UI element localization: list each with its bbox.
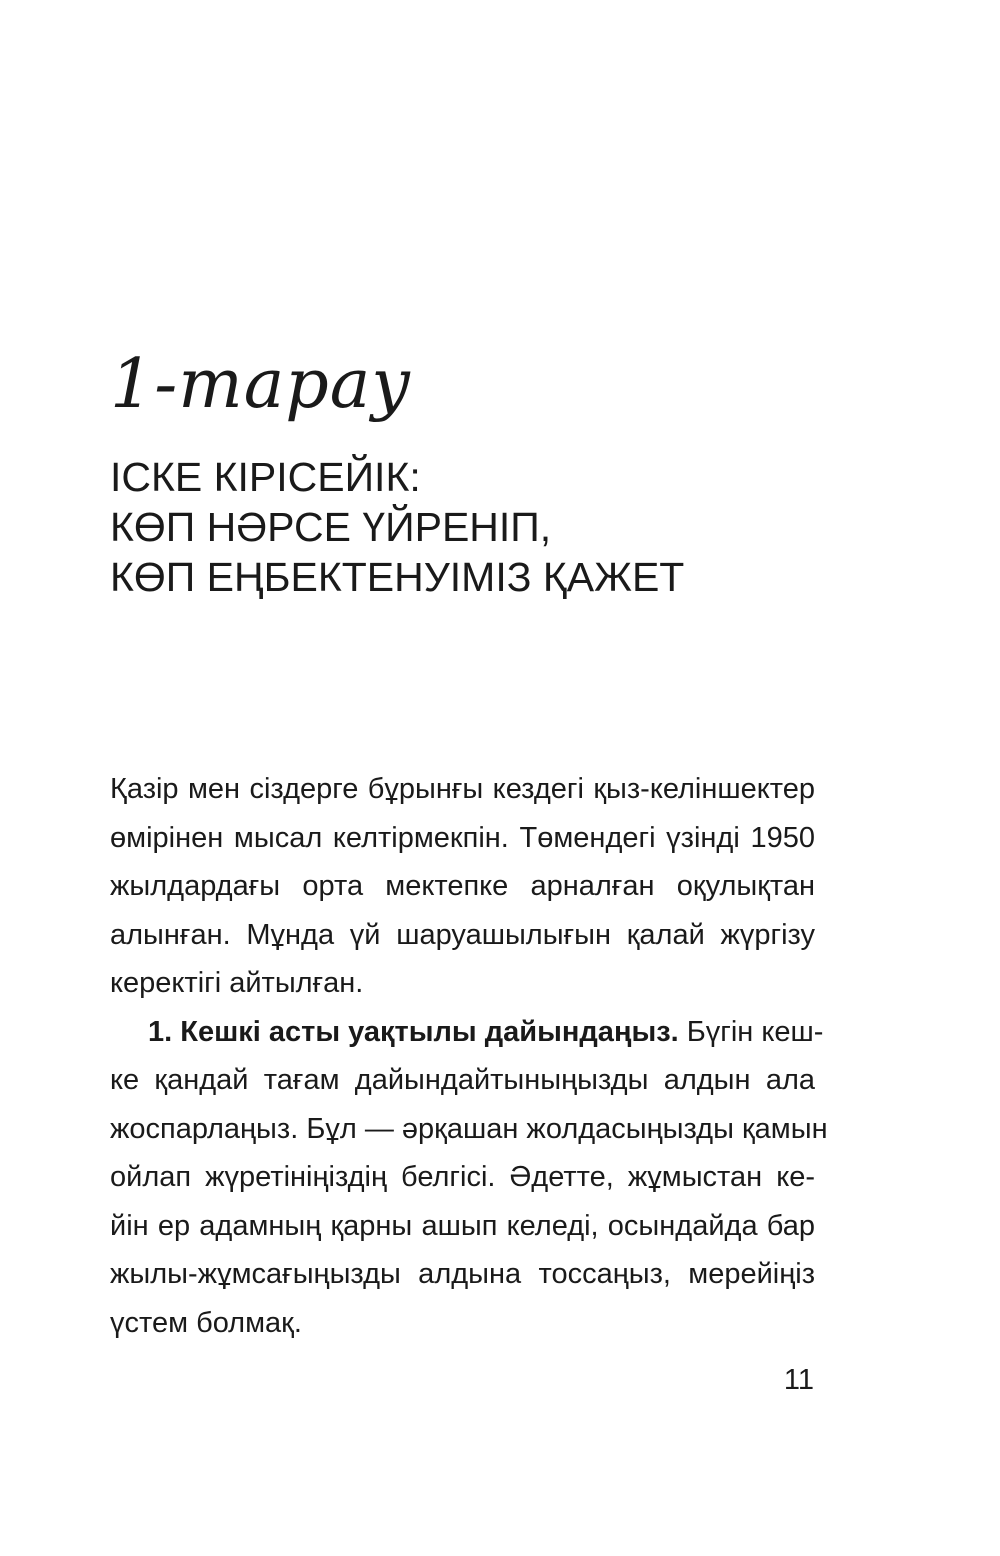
paragraph-1 bbox=[110, 765, 815, 1008]
text-line: Қазір мен сіздерге бұрынғы кездегі қыз-келіншектер bbox=[110, 773, 815, 805]
text-fragment: Бүгін кеш- bbox=[678, 1015, 824, 1048]
text-line: ойлап жүретініңіздің белгісі. Әдетте, жұмыстан ке- bbox=[110, 1161, 815, 1193]
paragraph-2 bbox=[110, 1008, 828, 1348]
text-line: керектігі айтылған. bbox=[110, 967, 364, 999]
text-line bbox=[110, 1008, 824, 1057]
text-line: алынған. Мұнда үй шаруашылығын қалай жүргізу bbox=[110, 918, 815, 951]
body-text bbox=[110, 765, 828, 1347]
chapter-title-line: КӨП НӘРСЕ ҮЙРЕНІП, bbox=[110, 504, 552, 550]
text-line: үстем болмақ. bbox=[110, 1306, 302, 1339]
bold-lead: 1. Кешкі асты уақтылы дайындаңыз. bbox=[148, 1015, 679, 1048]
chapter-title bbox=[110, 452, 870, 602]
chapter-title-line: ІСКЕ КІРІСЕЙІК: bbox=[110, 454, 421, 500]
text-line: жылы-жұмсағыңызды алдына тоссаңыз, мерейіңіз bbox=[110, 1258, 815, 1290]
chapter-title-line: КӨП ЕҢБЕКТЕНУІМІЗ ҚАЖЕТ bbox=[110, 554, 685, 600]
page-number: 11 bbox=[783, 1364, 814, 1396]
text-line: жылдардағы орта мектепке арналған оқулықтан bbox=[110, 870, 815, 902]
text-line: ке қандай тағам дайындайтыныңызды алдын ала bbox=[110, 1064, 815, 1096]
text-line: жоспарлаңыз. Бұл — әрқашан жолдасыңызды қамын bbox=[110, 1112, 828, 1145]
text-line: өмірінен мысал келтірмекпін. Төмендегі үзінді 1950 bbox=[110, 821, 815, 854]
text-line: йін ер адамның қарны ашып келеді, осындайда бар bbox=[110, 1209, 815, 1242]
chapter-label: 1-тарау bbox=[110, 345, 412, 424]
